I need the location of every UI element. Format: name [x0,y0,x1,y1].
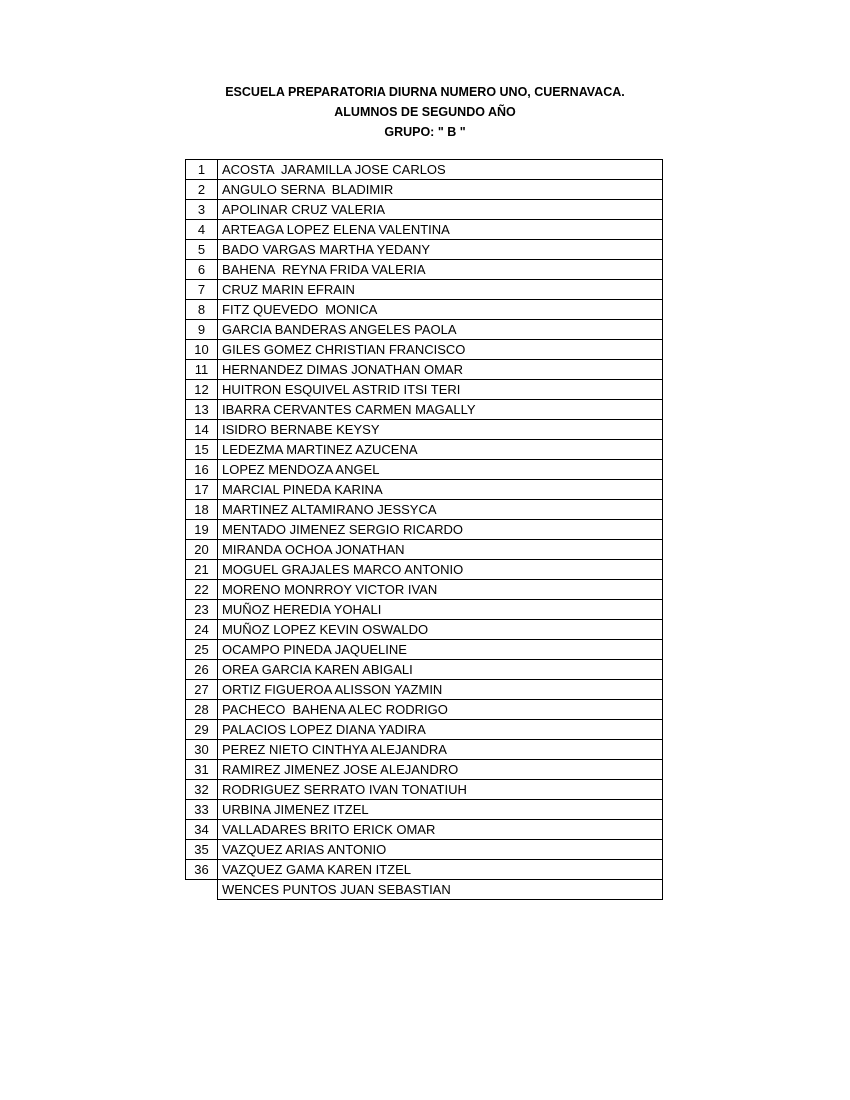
student-name: ORTIZ FIGUEROA ALISSON YAZMIN [218,680,663,700]
table-row [186,520,663,540]
document-header [0,82,850,142]
row-number: 20 [186,540,218,560]
table-row [186,260,663,280]
student-name: VAZQUEZ GAMA KAREN ITZEL [218,860,663,880]
row-number: 5 [186,240,218,260]
table-row [186,200,663,220]
student-name: CRUZ MARIN EFRAIN [218,280,663,300]
table-row [186,880,663,900]
student-name: MUÑOZ HEREDIA YOHALI [218,600,663,620]
student-name: WENCES PUNTOS JUAN SEBASTIAN [218,880,663,900]
table-row [186,480,663,500]
row-number: 11 [186,360,218,380]
row-number: 32 [186,780,218,800]
table-row [186,280,663,300]
student-name: VAZQUEZ ARIAS ANTONIO [218,840,663,860]
row-number: 8 [186,300,218,320]
row-number: 15 [186,440,218,460]
student-name: PEREZ NIETO CINTHYA ALEJANDRA [218,740,663,760]
row-number: 7 [186,280,218,300]
table-row [186,860,663,880]
row-number: 21 [186,560,218,580]
table-row [186,700,663,720]
table-row [186,500,663,520]
row-number: 33 [186,800,218,820]
student-name: FITZ QUEVEDO MONICA [218,300,663,320]
table-row [186,460,663,480]
table-row [186,380,663,400]
row-number: 36 [186,860,218,880]
student-name: MARTINEZ ALTAMIRANO JESSYCA [218,500,663,520]
table-row [186,240,663,260]
student-name: RODRIGUEZ SERRATO IVAN TONATIUH [218,780,663,800]
table-row [186,300,663,320]
student-name: MOGUEL GRAJALES MARCO ANTONIO [218,560,663,580]
table-row [186,660,663,680]
student-name: RAMIREZ JIMENEZ JOSE ALEJANDRO [218,760,663,780]
table-row [186,160,663,180]
row-number [186,880,218,900]
table-row [186,440,663,460]
student-name: MORENO MONRROY VICTOR IVAN [218,580,663,600]
row-number: 3 [186,200,218,220]
row-number: 19 [186,520,218,540]
group-title: GRUPO: " B " [384,125,466,139]
student-name: IBARRA CERVANTES CARMEN MAGALLY [218,400,663,420]
row-number: 26 [186,660,218,680]
row-number: 34 [186,820,218,840]
row-number: 35 [186,840,218,860]
table-row [186,820,663,840]
student-name: ARTEAGA LOPEZ ELENA VALENTINA [218,220,663,240]
row-number: 23 [186,600,218,620]
row-number: 6 [186,260,218,280]
table-row [186,680,663,700]
student-name: URBINA JIMENEZ ITZEL [218,800,663,820]
row-number: 12 [186,380,218,400]
table-row [186,560,663,580]
row-number: 27 [186,680,218,700]
row-number: 13 [186,400,218,420]
student-name: MUÑOZ LOPEZ KEVIN OSWALDO [218,620,663,640]
row-number: 22 [186,580,218,600]
student-name: OREA GARCIA KAREN ABIGALI [218,660,663,680]
student-name: VALLADARES BRITO ERICK OMAR [218,820,663,840]
table-row [186,220,663,240]
student-name: PALACIOS LOPEZ DIANA YADIRA [218,720,663,740]
table-row [186,740,663,760]
table-row [186,320,663,340]
row-number: 24 [186,620,218,640]
table-row [186,780,663,800]
table-row [186,400,663,420]
student-name: LEDEZMA MARTINEZ AZUCENA [218,440,663,460]
row-number: 14 [186,420,218,440]
student-name: BAHENA REYNA FRIDA VALERIA [218,260,663,280]
grade-title: ALUMNOS DE SEGUNDO AÑO [334,105,516,119]
student-name: PACHECO BAHENA ALEC RODRIGO [218,700,663,720]
student-roster-table [185,159,663,900]
row-number: 25 [186,640,218,660]
table-row [186,600,663,620]
table-row [186,180,663,200]
table-row [186,840,663,860]
student-name: ANGULO SERNA BLADIMIR [218,180,663,200]
row-number: 28 [186,700,218,720]
row-number: 10 [186,340,218,360]
table-row [186,620,663,640]
table-row [186,580,663,600]
student-name: APOLINAR CRUZ VALERIA [218,200,663,220]
row-number: 30 [186,740,218,760]
row-number: 31 [186,760,218,780]
student-name: BADO VARGAS MARTHA YEDANY [218,240,663,260]
student-name: MIRANDA OCHOA JONATHAN [218,540,663,560]
row-number: 18 [186,500,218,520]
row-number: 2 [186,180,218,200]
student-name: MARCIAL PINEDA KARINA [218,480,663,500]
student-name: GARCIA BANDERAS ANGELES PAOLA [218,320,663,340]
row-number: 29 [186,720,218,740]
table-row [186,420,663,440]
table-row [186,800,663,820]
table-row [186,720,663,740]
row-number: 16 [186,460,218,480]
table-row [186,360,663,380]
student-name: HUITRON ESQUIVEL ASTRID ITSI TERI [218,380,663,400]
table-row [186,760,663,780]
student-name: ISIDRO BERNABE KEYSY [218,420,663,440]
table-row [186,340,663,360]
table-row [186,640,663,660]
student-name: LOPEZ MENDOZA ANGEL [218,460,663,480]
school-name: ESCUELA PREPARATORIA DIURNA NUMERO UNO, CUERNAVACA. [225,85,625,99]
roster-body [186,160,663,900]
student-name: GILES GOMEZ CHRISTIAN FRANCISCO [218,340,663,360]
student-name: HERNANDEZ DIMAS JONATHAN OMAR [218,360,663,380]
row-number: 9 [186,320,218,340]
student-name: OCAMPO PINEDA JAQUELINE [218,640,663,660]
student-name: ACOSTA JARAMILLA JOSE CARLOS [218,160,663,180]
row-number: 17 [186,480,218,500]
row-number: 1 [186,160,218,180]
student-name: MENTADO JIMENEZ SERGIO RICARDO [218,520,663,540]
row-number: 4 [186,220,218,240]
table-row [186,540,663,560]
